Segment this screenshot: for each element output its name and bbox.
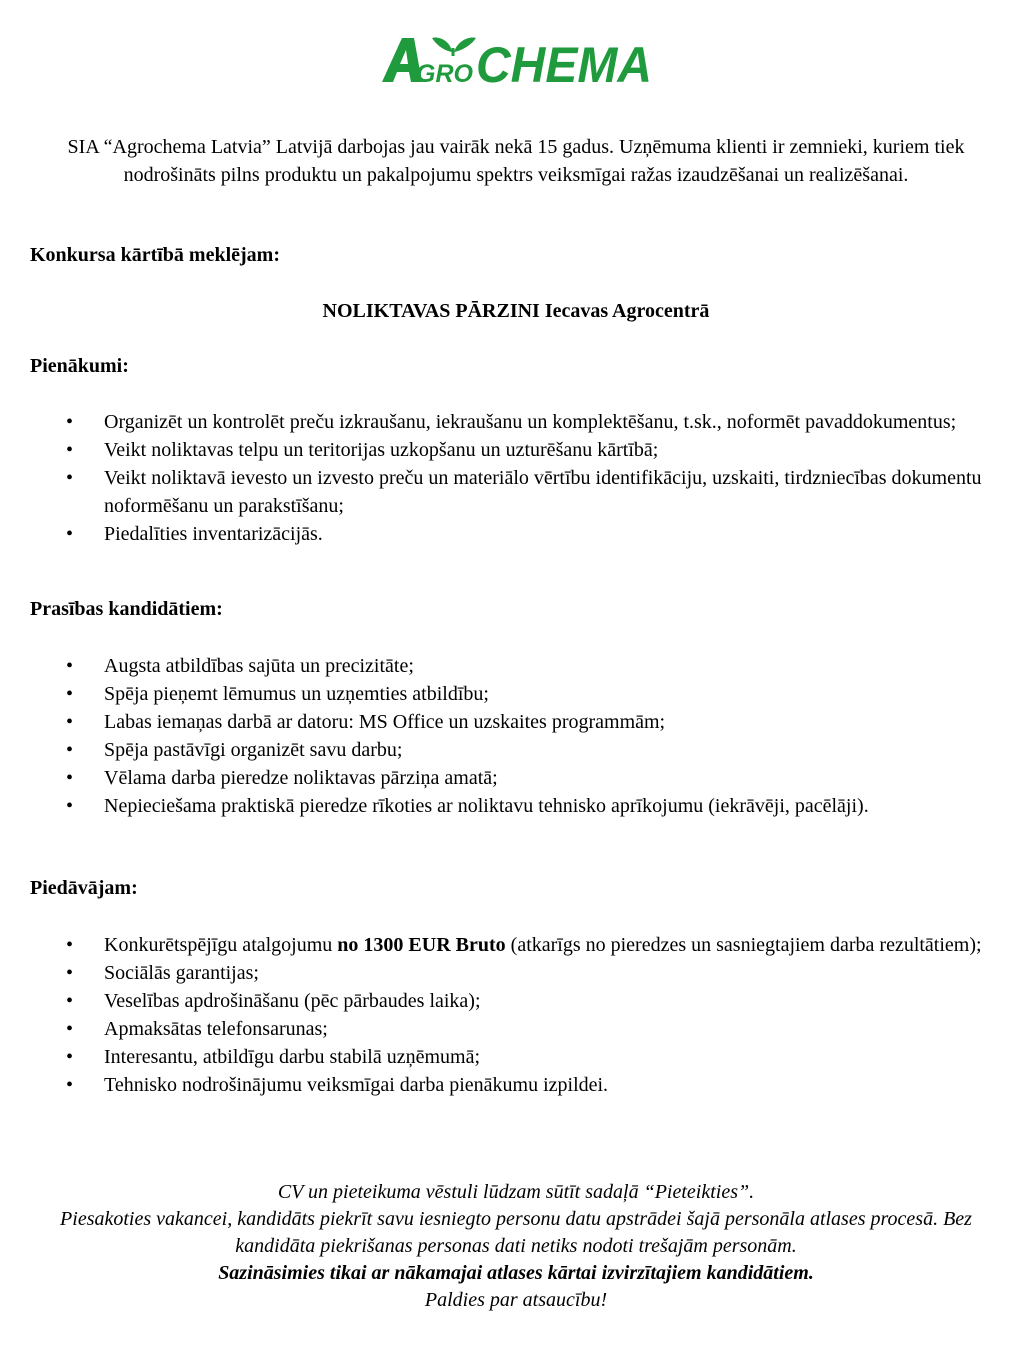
footer-note <box>30 1179 1002 1314</box>
list-item: • Nepieciešama praktiskā pieredze rīkoties ar noliktavu tehnisko aprīkojumu (iekrāvēji, pacēlāji). <box>0 792 1004 820</box>
leaf-icon <box>432 38 476 56</box>
position-location: Iecavas Agrocentrā <box>544 300 710 322</box>
list-item-salary <box>0 931 1004 959</box>
list-item: • Veikt noliktavas telpu un teritorijas uzkopšanu un uzturēšanu kārtībā; <box>0 436 1004 464</box>
position-name: NOLIKTAVAS PĀRZINI <box>322 300 540 322</box>
footer-contact-note: Sazināsimies tikai ar nākamajai atlases kārtai izvirzītajiem kandidātiem. <box>218 1262 814 1284</box>
list-item: • Veikt noliktavā ievesto un izvesto preču un materiālo vērtību identifikāciju, uzskaiti, tirdzniecības dokumentu noformēšanu un parakstīšanu; <box>0 464 1004 520</box>
salary-prefix: Konkurētspējīgu atalgojumu <box>104 934 338 956</box>
duties-list <box>0 408 1004 548</box>
list-item: • Apmaksātas telefonsarunas; <box>0 1015 1004 1043</box>
position-title <box>0 297 1018 325</box>
list-item: • Tehnisko nodrošinājumu veiksmīgai darba pienākumu izpildei. <box>0 1071 1004 1099</box>
requirements-heading: Prasības kandidātiem: <box>30 598 223 620</box>
list-item: • Veselības apdrošināšanu (pēc pārbaudes laika); <box>0 987 1004 1015</box>
list-item: • Vēlama darba pieredze noliktavas pārziņa amatā; <box>0 764 1004 792</box>
logo-text-gro: GRO <box>416 60 473 84</box>
list-item: • Spēja pastāvīgi organizēt savu darbu; <box>0 736 1004 764</box>
agrochema-logo <box>380 30 654 84</box>
logo-text-chema: CHEMA <box>476 37 652 84</box>
list-item: • Piedalīties inventarizācijās. <box>0 520 1004 548</box>
company-intro: SIA “Agrochema Latvia” Latvijā darbojas jau vairāk nekā 15 gadus. Uzņēmuma klienti ir zemnieki, kuriem tiek nodrošināts pilns produktu un pakalpojumu spektrs veiksmīgai ražas izaudzēšanai un realizēšanai. <box>67 136 965 186</box>
footer-privacy-note: Piesakoties vakancei, kandidāts piekrīt savu iesniegto personu datu apstrādei šajā personāla atlases procesā. Bez kandidāta piekrišanas personas dati netiks nodoti trešajām personām. <box>60 1208 972 1257</box>
list-item: • Sociālās garantijas; <box>0 959 1004 987</box>
search-heading: Konkursa kārtībā meklējam: <box>30 244 280 266</box>
salary-suffix: (atkarīgs no pieredzes un sasniegtajiem darba rezultātiem); <box>505 934 982 956</box>
list-item: • Interesantu, atbildīgu darbu stabilā uzņēmumā; <box>0 1043 1004 1071</box>
offer-list <box>0 931 1004 1099</box>
offer-heading: Piedāvājam: <box>30 877 138 899</box>
list-item: • Labas iemaņas darbā ar datoru: MS Office un uzskaites programmām; <box>0 708 1004 736</box>
list-item: • Organizēt un kontrolēt preču izkraušanu, iekraušanu un komplektēšanu, t.sk., noformēt pavaddokumentus; <box>0 408 1004 436</box>
requirements-list <box>0 652 1004 820</box>
duties-heading: Pienākumi: <box>30 355 129 377</box>
list-item: • Spēja pieņemt lēmumus un uzņemties atbildību; <box>0 680 1004 708</box>
footer-apply-instruction: CV un pieteikuma vēstuli lūdzam sūtīt sadaļā “Pieteikties”. <box>277 1181 755 1203</box>
footer-thanks: Paldies par atsaucību! <box>424 1289 608 1311</box>
list-item: • Augsta atbildības sajūta un precizitāte; <box>0 652 1004 680</box>
salary-amount: no 1300 EUR Bruto <box>337 934 506 956</box>
